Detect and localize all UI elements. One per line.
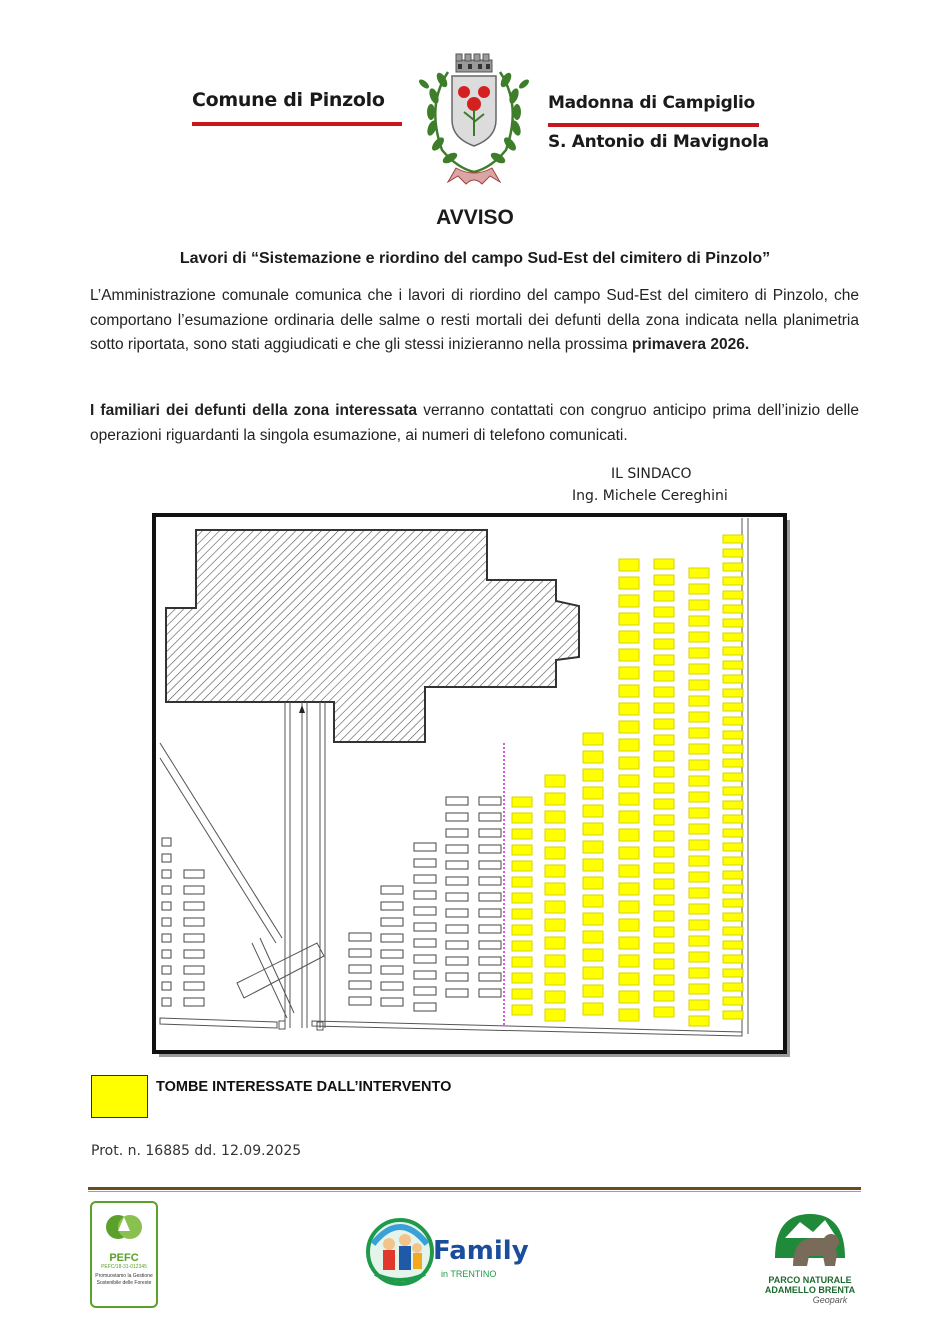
affected-tomb [619, 685, 639, 697]
tomb [162, 982, 171, 990]
affected-tomb [723, 745, 743, 753]
park-line-3: Geopark [812, 1295, 848, 1305]
tomb [381, 982, 403, 990]
pefc-text: Promuoviamo la Gestione Sostenibile delle Foreste [95, 1273, 153, 1286]
affected-tomb [512, 909, 532, 919]
affected-tomb [654, 959, 674, 969]
affected-tomb [723, 941, 743, 949]
affected-tomb [583, 769, 603, 781]
affected-tomb [689, 696, 709, 706]
affected-tomb [619, 793, 639, 805]
affected-tomb [583, 895, 603, 907]
legend-swatch [91, 1075, 148, 1118]
affected-tomb [689, 712, 709, 722]
affected-tomb [654, 831, 674, 841]
affected-tomb [583, 787, 603, 799]
affected-tomb [583, 931, 603, 943]
tomb [479, 957, 501, 965]
tomb [184, 918, 204, 926]
tomb [184, 870, 204, 878]
tomb [479, 989, 501, 997]
affected-tomb [723, 535, 743, 543]
tomb [446, 829, 468, 837]
tomb [162, 918, 171, 926]
affected-tomb [723, 591, 743, 599]
affected-tomb [723, 913, 743, 921]
affected-tomb [583, 1003, 603, 1015]
affected-tomb [583, 823, 603, 835]
affected-tomb [512, 957, 532, 967]
bear-icon [765, 1208, 855, 1270]
affected-tomb [689, 1016, 709, 1026]
tomb [479, 877, 501, 885]
affected-tomb [723, 577, 743, 585]
tomb [446, 941, 468, 949]
affected-tomb [723, 857, 743, 865]
tomb [184, 982, 204, 990]
affected-tomb [689, 760, 709, 770]
affected-tomb [619, 703, 639, 715]
affected-tomb [619, 667, 639, 679]
tomb [414, 891, 436, 899]
affected-tomb [689, 776, 709, 786]
affected-tomb [583, 841, 603, 853]
tomb [162, 854, 171, 862]
affected-tomb [654, 863, 674, 873]
affected-tomb [619, 739, 639, 751]
affected-tomb [689, 792, 709, 802]
park-line-1: PARCO NATURALE [768, 1275, 852, 1285]
affected-tomb [689, 648, 709, 658]
tomb [381, 918, 403, 926]
affected-tomb [545, 883, 565, 895]
tomb [162, 966, 171, 974]
affected-tomb [654, 703, 674, 713]
cemetery-map [152, 513, 793, 1060]
tomb [349, 997, 371, 1005]
affected-tomb [654, 687, 674, 697]
affected-tomb [654, 815, 674, 825]
tomb [184, 950, 204, 958]
affected-tomb [619, 613, 639, 625]
affected-tomb [545, 901, 565, 913]
tomb [349, 949, 371, 957]
pefc-code: PEFC/18-31-012345 [101, 1264, 147, 1270]
affected-tomb [512, 845, 532, 855]
tomb [162, 838, 171, 846]
affected-tomb [723, 731, 743, 739]
tomb [479, 973, 501, 981]
tomb [446, 845, 468, 853]
affected-tomb [723, 773, 743, 781]
affected-tomb [619, 991, 639, 1003]
affected-tomb [512, 797, 532, 807]
park-line-2: ADAMELLO BRENTA [764, 1285, 856, 1295]
tomb [446, 861, 468, 869]
affected-tomb [723, 689, 743, 697]
affected-tomb [689, 568, 709, 578]
affected-tomb [619, 973, 639, 985]
affected-tomb [619, 811, 639, 823]
tomb [381, 966, 403, 974]
tomb [414, 971, 436, 979]
affected-tomb [654, 927, 674, 937]
tomb [479, 861, 501, 869]
municipality-name: Comune di Pinzolo [192, 89, 385, 111]
affected-tomb [654, 671, 674, 681]
affected-tomb [689, 840, 709, 850]
affected-tomb [654, 943, 674, 953]
affected-tomb [512, 813, 532, 823]
affected-tomb [512, 861, 532, 871]
affected-tomb [723, 1011, 743, 1019]
locality-2: S. Antonio di Mavignola [548, 132, 769, 152]
affected-tomb [654, 911, 674, 921]
tomb [162, 902, 171, 910]
affected-tomb [583, 913, 603, 925]
tomb [414, 859, 436, 867]
affected-tomb [512, 973, 532, 983]
affected-tomb [619, 775, 639, 787]
tomb [184, 886, 204, 894]
affected-tomb [689, 664, 709, 674]
pefc-logo [90, 1201, 158, 1308]
affected-tomb [619, 595, 639, 607]
tomb [381, 902, 403, 910]
affected-tomb [583, 733, 603, 745]
affected-tomb [689, 632, 709, 642]
affected-tomb [512, 877, 532, 887]
tomb [446, 957, 468, 965]
tomb [479, 909, 501, 917]
tomb [381, 950, 403, 958]
affected-tomb [654, 735, 674, 745]
affected-tomb [723, 927, 743, 935]
affected-tomb [723, 717, 743, 725]
protocol-number: Prot. n. 16885 dd. 12.09.2025 [91, 1143, 302, 1159]
affected-tomb [583, 967, 603, 979]
affected-tomb [723, 997, 743, 1005]
affected-tomb [689, 872, 709, 882]
tomb [184, 966, 204, 974]
affected-tomb [723, 661, 743, 669]
locality-1: Madonna di Campiglio [548, 93, 755, 113]
affected-tomb [654, 799, 674, 809]
affected-tomb [583, 877, 603, 889]
signature-role: IL SINDACO [611, 466, 692, 482]
tomb [184, 998, 204, 1006]
affected-tomb [545, 775, 565, 787]
affected-tomb [583, 985, 603, 997]
affected-tomb [619, 901, 639, 913]
affected-tomb [545, 865, 565, 877]
affected-tomb [689, 584, 709, 594]
affected-tomb [654, 655, 674, 665]
tomb [446, 813, 468, 821]
affected-tomb [512, 1005, 532, 1015]
affected-tomb [619, 577, 639, 589]
affected-tomb [654, 1007, 674, 1017]
affected-tomb [689, 1000, 709, 1010]
affected-tomb [619, 937, 639, 949]
affected-tomb [723, 983, 743, 991]
affected-tomb [619, 883, 639, 895]
affected-tomb [545, 829, 565, 841]
affected-tomb [689, 808, 709, 818]
affected-tomb [689, 888, 709, 898]
tomb [162, 886, 171, 894]
affected-tomb [723, 619, 743, 627]
family-figures-icon [365, 1214, 435, 1286]
affected-tomb [512, 893, 532, 903]
tomb [479, 893, 501, 901]
affected-tomb [723, 675, 743, 683]
pefc-name: PEFC [109, 1252, 139, 1264]
affected-tomb [654, 847, 674, 857]
affected-tomb [689, 728, 709, 738]
affected-tomb [723, 563, 743, 571]
affected-tomb [654, 751, 674, 761]
affected-tomb [689, 616, 709, 626]
tomb [162, 934, 171, 942]
tomb [479, 941, 501, 949]
tomb [414, 939, 436, 947]
paragraph-1-text: L’Amministrazione comunale comunica che i lavori di riordino del campo Sud-Est del cimitero di Pinzolo, che comportano l’esumazione ordinaria delle salme o resti mortali dei defunti della zona indicata nella planimetria sotto riportata, sono stati aggiudicati e che gli stessi inizieranno nella prossima [90, 287, 859, 353]
affected-tomb [619, 1009, 639, 1021]
tomb [162, 950, 171, 958]
tomb [414, 907, 436, 915]
footer-divider [88, 1187, 861, 1190]
affected-tomb [723, 829, 743, 837]
affected-tomb [689, 904, 709, 914]
affected-tomb [654, 607, 674, 617]
affected-tomb [689, 936, 709, 946]
affected-tomb [545, 811, 565, 823]
affected-tomb [545, 793, 565, 805]
family-name: Family [433, 1236, 529, 1266]
park-logo [758, 1208, 862, 1308]
affected-tomb [545, 847, 565, 859]
affected-tomb [545, 991, 565, 1003]
tomb [446, 797, 468, 805]
affected-tomb [545, 919, 565, 931]
tomb [414, 875, 436, 883]
affected-tomb [723, 955, 743, 963]
affected-tomb [654, 783, 674, 793]
affected-tomb [689, 744, 709, 754]
tomb [446, 989, 468, 997]
tomb [446, 925, 468, 933]
tomb [349, 981, 371, 989]
affected-tomb [512, 925, 532, 935]
affected-tomb [723, 633, 743, 641]
affected-tomb [654, 767, 674, 777]
affected-tomb [619, 757, 639, 769]
affected-tomb [689, 968, 709, 978]
tomb [162, 998, 171, 1006]
affected-tomb [654, 559, 674, 569]
affected-tomb [654, 975, 674, 985]
affected-tomb [689, 984, 709, 994]
tomb [184, 902, 204, 910]
notice-title: AVVISO [436, 206, 514, 229]
tomb [414, 1003, 436, 1011]
affected-tomb [654, 991, 674, 1001]
tomb [479, 829, 501, 837]
tomb [414, 843, 436, 851]
tomb [381, 886, 403, 894]
affected-tomb [512, 989, 532, 999]
tomb [414, 987, 436, 995]
tomb [446, 877, 468, 885]
header-red-bar-left [192, 122, 402, 126]
tomb [479, 813, 501, 821]
paragraph-2-bold: I familiari dei defunti della zona interessata [90, 402, 418, 419]
affected-tomb [619, 559, 639, 571]
affected-tomb [545, 1009, 565, 1021]
affected-tomb [654, 591, 674, 601]
affected-tomb [689, 856, 709, 866]
affected-tomb [583, 859, 603, 871]
affected-tomb [723, 815, 743, 823]
coat-of-arms-icon [412, 50, 536, 185]
tomb [349, 933, 371, 941]
affected-tomb [689, 952, 709, 962]
affected-tomb [723, 759, 743, 767]
tomb [446, 973, 468, 981]
header-red-bar-right [548, 123, 759, 127]
legend-label: TOMBE INTERESSATE DALL’INTERVENTO [156, 1079, 452, 1095]
affected-tomb [723, 549, 743, 557]
affected-tomb [583, 949, 603, 961]
tomb [381, 934, 403, 942]
affected-tomb [723, 647, 743, 655]
paragraph-2-text: verranno contattati con congruo anticipo prima dell’inizio delle operazioni riguardanti la singola esumazione, ai numeri di telefono comunicati. [90, 402, 859, 444]
affected-tomb [654, 719, 674, 729]
affected-tomb [619, 829, 639, 841]
affected-tomb [583, 751, 603, 763]
tomb [414, 923, 436, 931]
affected-tomb [619, 955, 639, 967]
affected-tomb [619, 919, 639, 931]
tomb [381, 998, 403, 1006]
affected-tomb [619, 865, 639, 877]
signature-name: Ing. Michele Cereghini [572, 488, 728, 504]
affected-tomb [619, 631, 639, 643]
affected-tomb [545, 955, 565, 967]
affected-tomb [723, 787, 743, 795]
affected-tomb [619, 847, 639, 859]
family-sub: in TRENTINO [441, 1269, 497, 1279]
tomb [479, 925, 501, 933]
tomb [446, 893, 468, 901]
affected-tomb [545, 937, 565, 949]
affected-tomb [654, 895, 674, 905]
affected-tomb [583, 805, 603, 817]
tomb [162, 870, 171, 878]
affected-tomb [689, 824, 709, 834]
family-trentino-logo [365, 1214, 529, 1289]
affected-tomb [723, 843, 743, 851]
affected-tomb [723, 885, 743, 893]
pefc-tree-icon [104, 1211, 144, 1247]
tomb [446, 909, 468, 917]
affected-tomb [723, 703, 743, 711]
affected-tomb [619, 721, 639, 733]
tomb [479, 845, 501, 853]
affected-tomb [619, 649, 639, 661]
affected-tomb [723, 801, 743, 809]
paragraph-families [90, 399, 859, 448]
tomb [184, 934, 204, 942]
affected-tomb [723, 605, 743, 613]
affected-tomb [512, 941, 532, 951]
paragraph-1-bold: primavera 2026. [631, 336, 750, 353]
tomb [349, 965, 371, 973]
affected-tomb [654, 575, 674, 585]
affected-tomb [689, 680, 709, 690]
notice-subtitle: Lavori di “Sistemazione e riordino del campo Sud-Est del cimitero di Pinzolo” [179, 250, 771, 267]
affected-tomb [723, 969, 743, 977]
tomb [479, 797, 501, 805]
paragraph-announcement [90, 284, 859, 358]
affected-tomb [654, 879, 674, 889]
affected-tomb [723, 899, 743, 907]
affected-tomb [689, 920, 709, 930]
tomb [414, 955, 436, 963]
affected-tomb [689, 600, 709, 610]
affected-tomb [654, 639, 674, 649]
affected-tomb [654, 623, 674, 633]
affected-tomb [723, 871, 743, 879]
affected-tomb [512, 829, 532, 839]
affected-tomb [545, 973, 565, 985]
